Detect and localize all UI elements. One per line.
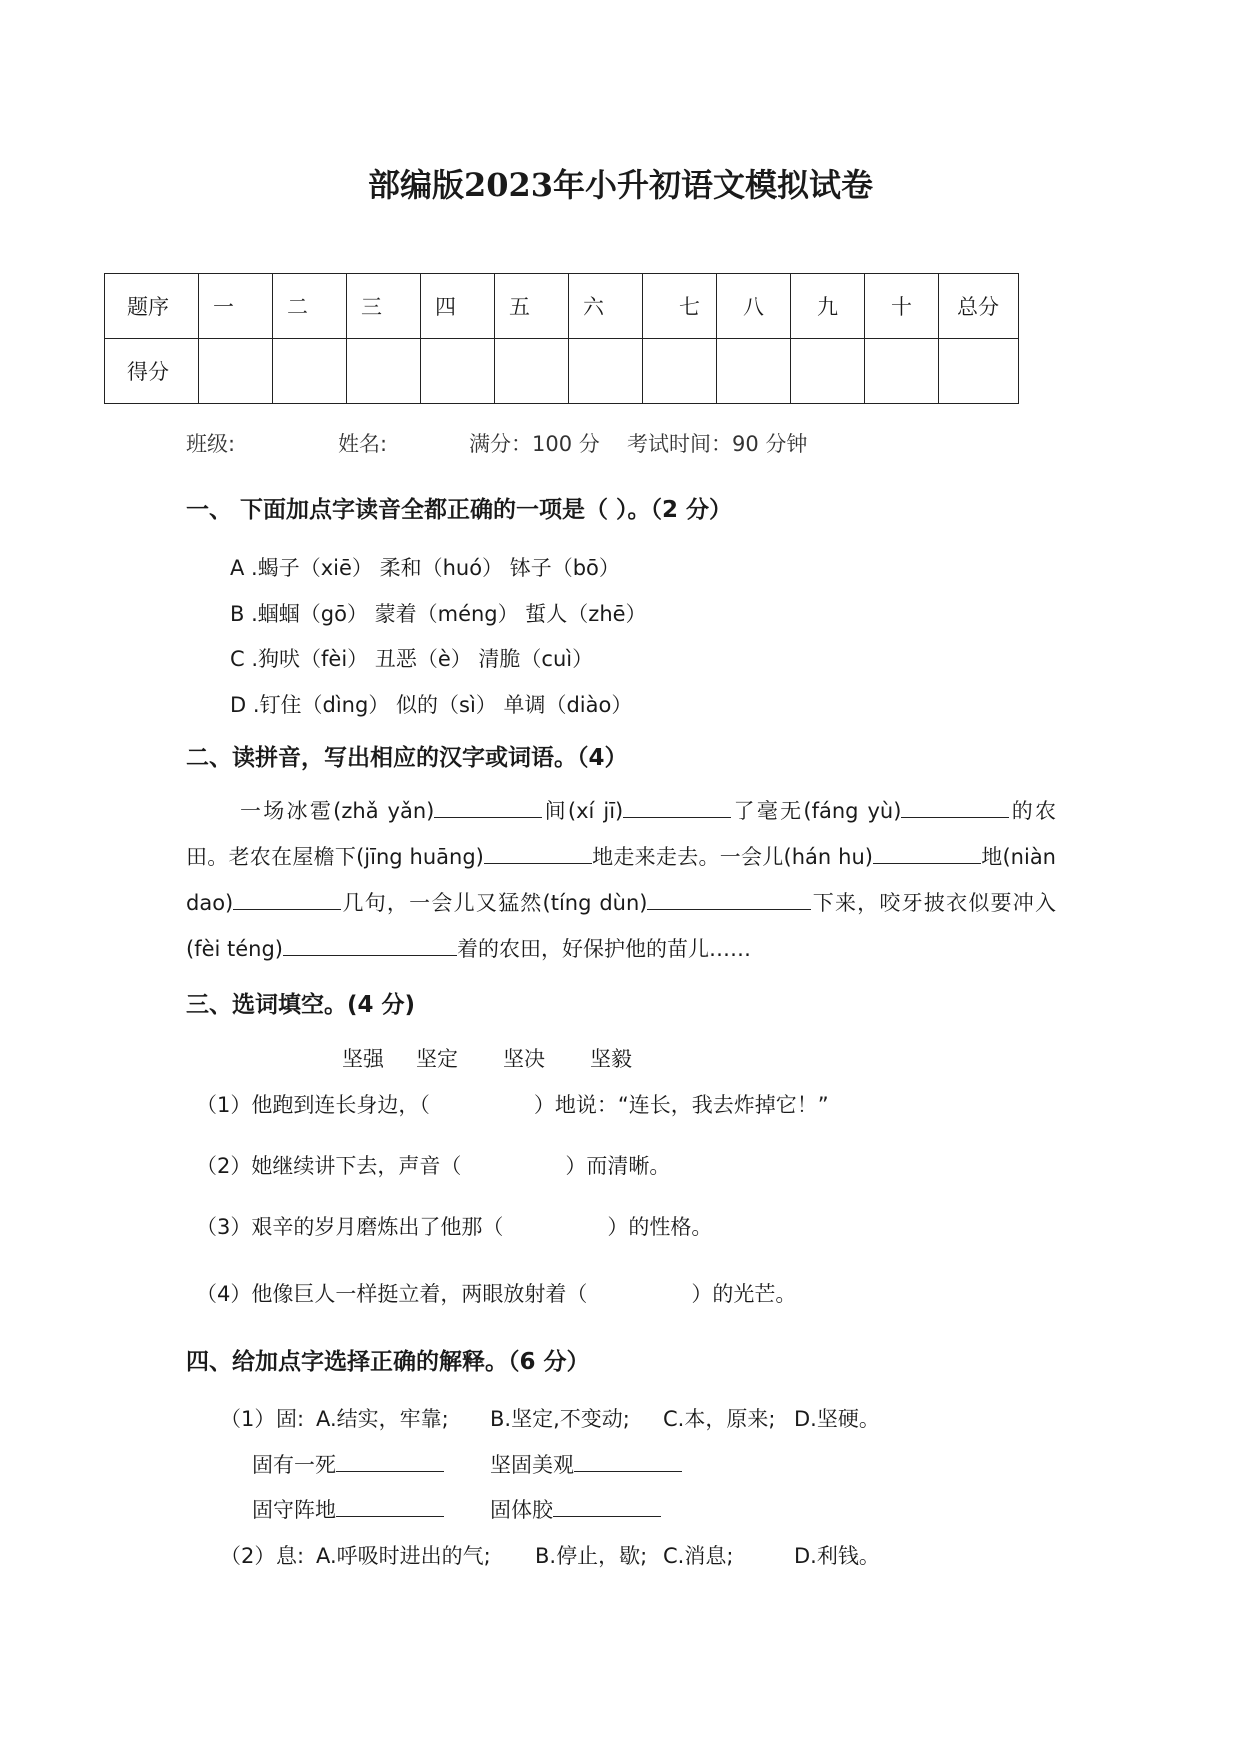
score-cell[interactable]	[569, 339, 643, 404]
option-c[interactable]: C .狗吠（fèi） 丑恶（è） 清脆（cuì）	[230, 647, 594, 671]
fill-item-text: （1）他跑到连长身边，（	[196, 1093, 430, 1117]
name-label: 姓名:	[338, 432, 388, 456]
score-cell[interactable]	[199, 339, 273, 404]
q2-option-d: D.利钱。	[794, 1544, 880, 1568]
q1-word-2	[490, 1449, 682, 1479]
word-choice: 坚强	[342, 1047, 384, 1071]
q2-option-c: C.消息;	[663, 1544, 734, 1568]
answer-blank[interactable]	[623, 795, 731, 818]
pinyin-segment: 地(niàn dao)	[186, 845, 1056, 915]
class-label: 班级:	[186, 432, 236, 456]
answer-blank[interactable]	[434, 795, 542, 818]
score-cell[interactable]	[939, 339, 1019, 404]
score-cell[interactable]	[717, 339, 791, 404]
score-table-header-row	[105, 274, 1019, 339]
option-b[interactable]: B .蝈蝈（gō） 蒙着（méng） 蜇人（zhē）	[230, 602, 647, 626]
section2-paragraph	[186, 788, 1056, 972]
option-d[interactable]: D .钉住（dìng） 似的（sì） 单调（diào）	[230, 693, 633, 717]
word-choice: 坚毅	[590, 1047, 632, 1071]
q1-word-1	[252, 1449, 444, 1479]
full-score: 满分：100 分	[469, 432, 600, 456]
q2-label: （2）	[220, 1544, 276, 1568]
header-cell: 六	[569, 274, 643, 339]
section2-heading: 二、读拼音，写出相应的汉字或词语。（4）	[186, 745, 628, 771]
header-cell: 三	[347, 274, 421, 339]
q1-option-d: D.坚硬。	[794, 1407, 880, 1431]
pinyin-segment: 间(xí jī)	[542, 799, 624, 823]
fill-item-1	[196, 1089, 829, 1119]
score-cell[interactable]	[421, 339, 495, 404]
page-title: 部编版2023年小升初语文模拟试卷	[367, 166, 874, 204]
answer-blank[interactable]	[484, 841, 592, 864]
answer-blank[interactable]	[553, 1494, 661, 1517]
word-choice: 坚决	[503, 1047, 545, 1071]
header-cell: 九	[791, 274, 865, 339]
score-cell[interactable]	[643, 339, 717, 404]
score-cell[interactable]	[495, 339, 569, 404]
fill-item-text: ）而清晰。	[565, 1154, 671, 1178]
header-cell: 八	[717, 274, 791, 339]
score-row-label: 得分	[105, 339, 199, 404]
fill-item-text: ）的光芒。	[691, 1282, 797, 1306]
pinyin-segment: 几句，一会儿又猛然(tíng dùn)	[341, 891, 648, 915]
answer-blank[interactable]	[233, 887, 341, 910]
header-cell: 一	[199, 274, 273, 339]
q2-char: 息:	[276, 1544, 305, 1568]
header-cell: 四	[421, 274, 495, 339]
option-a[interactable]: A .蝎子（xiē） 柔和（huó） 钵子（bō）	[230, 556, 620, 580]
answer-blank[interactable]	[647, 887, 811, 910]
answer-blank[interactable]	[873, 841, 981, 864]
score-cell[interactable]	[273, 339, 347, 404]
q1-word-4	[490, 1494, 661, 1524]
score-cell[interactable]	[791, 339, 865, 404]
header-cell: 五	[495, 274, 569, 339]
q1-option-c: C.本，原来;	[663, 1407, 776, 1431]
section1-heading: 一、 下面加点字读音全都正确的一项是（ ）。（2 分）	[186, 497, 733, 523]
q1-label: （1）	[220, 1407, 276, 1431]
pinyin-segment: 的农田。老农在屋檐下(jīng huāng)	[186, 799, 1057, 869]
answer-blank[interactable]	[901, 795, 1009, 818]
fill-item-3	[196, 1211, 712, 1241]
answer-blank[interactable]	[336, 1449, 444, 1472]
word-choice: 坚定	[416, 1047, 458, 1071]
answer-blank[interactable]	[283, 933, 457, 956]
score-cell[interactable]	[347, 339, 421, 404]
q1-word-3	[252, 1494, 444, 1524]
q1-option-b: B.坚定,不变动;	[490, 1407, 630, 1431]
q1-option-a: A.结实，牢靠;	[316, 1407, 449, 1431]
score-cell[interactable]	[865, 339, 939, 404]
score-table	[104, 273, 1019, 404]
header-cell: 总分	[939, 274, 1019, 339]
pinyin-segment: 了毫无(fáng yù)	[731, 799, 902, 823]
q2-option-b: B.停止，歇;	[535, 1544, 648, 1568]
header-cell: 十	[865, 274, 939, 339]
q2-option-a: A.呼吸时进出的气;	[316, 1544, 491, 1568]
answer-blank[interactable]	[574, 1449, 682, 1472]
word-text: 固体胶	[490, 1498, 553, 1522]
fill-item-text: （3）艰辛的岁月磨炼出了他那（	[196, 1215, 504, 1239]
word-text: 固守阵地	[252, 1498, 336, 1522]
fill-item-4	[196, 1278, 796, 1308]
pinyin-segment: 下来，咬牙披衣似要冲入(fèi téng)	[186, 891, 1056, 961]
header-cell: 二	[273, 274, 347, 339]
section4-heading: 四、给加点字选择正确的解释。（6 分）	[186, 1349, 590, 1375]
q1-char: 固:	[276, 1407, 305, 1431]
fill-item-text: （2）她继续讲下去，声音（	[196, 1154, 462, 1178]
word-text: 坚固美观	[490, 1453, 574, 1477]
fill-item-2	[196, 1150, 670, 1180]
fill-item-text: ）的性格。	[607, 1215, 713, 1239]
header-cell: 七	[643, 274, 717, 339]
pinyin-segment: 地走来走去。一会儿(hán hu)	[591, 845, 873, 869]
pinyin-segment: 着的农田，好保护他的苗儿……	[457, 937, 752, 961]
answer-blank[interactable]	[336, 1494, 444, 1517]
word-text: 固有一死	[252, 1453, 336, 1477]
header-cell: 题序	[105, 274, 199, 339]
exam-time: 考试时间：90 分钟	[627, 432, 808, 456]
fill-item-text: （4）他像巨人一样挺立着，两眼放射着（	[196, 1282, 588, 1306]
section3-heading: 三、选词填空。(4 分)	[186, 992, 416, 1018]
fill-item-text: ）地说：“连长，我去炸掉它！”	[533, 1093, 829, 1117]
score-table-score-row	[105, 339, 1019, 404]
pinyin-segment: 一场冰雹(zhǎ yǎn)	[240, 799, 435, 823]
